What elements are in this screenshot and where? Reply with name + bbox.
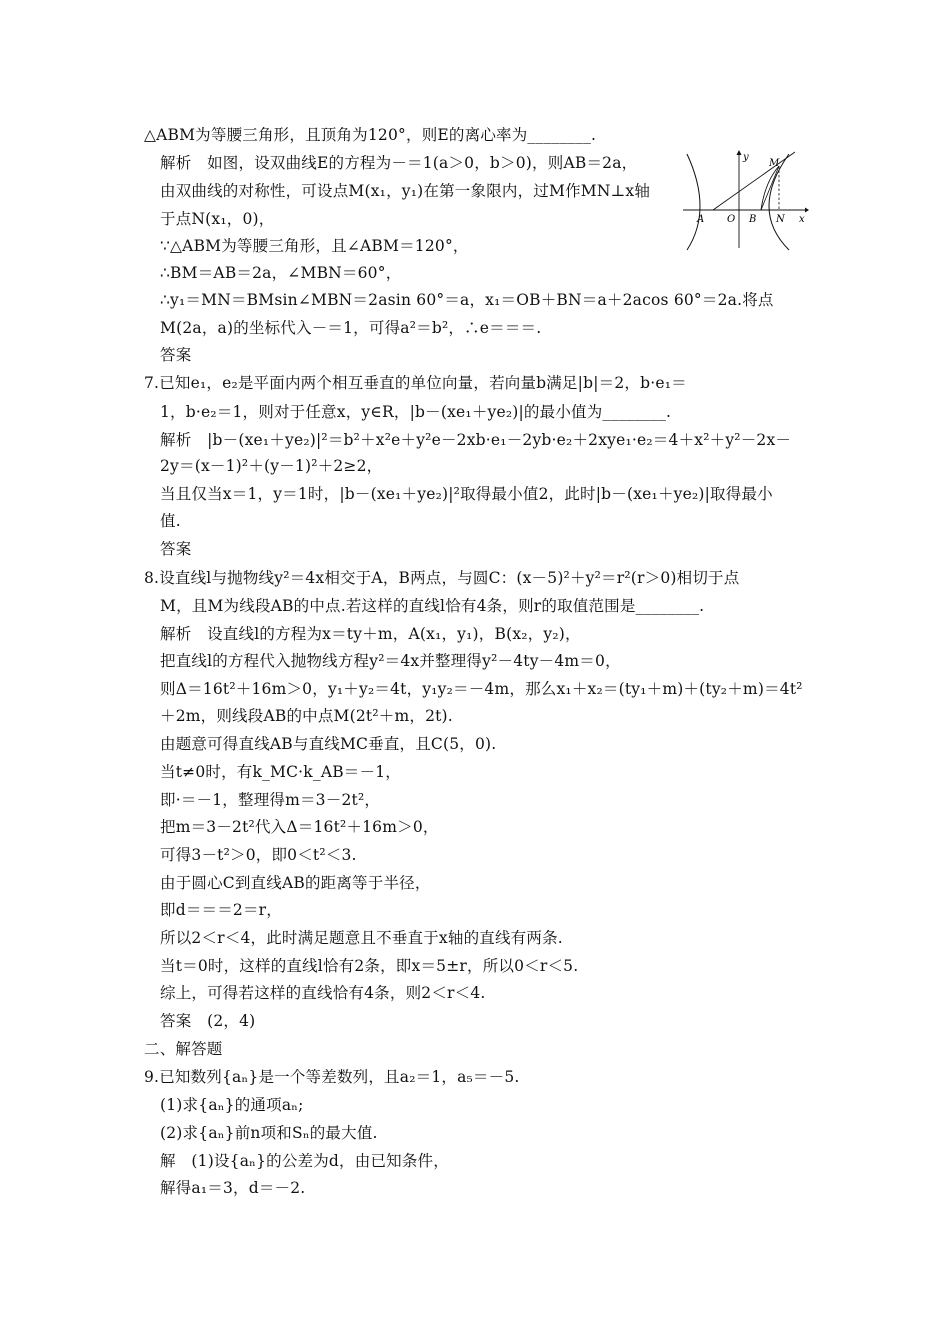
text-line: 解 (1)设{aₙ}的公差为d，由已知条件， <box>160 1152 449 1170</box>
section-heading: 二、解答题 <box>144 1040 223 1058</box>
text-line: 把直线l的方程代入抛物线方程y²＝4x并整理得y²－4ty－4m＝0， <box>160 652 621 670</box>
text-line: (1)求{aₙ}的通项aₙ; <box>160 1096 304 1114</box>
text-line: 答案 (2，4) <box>160 1012 256 1030</box>
text-line: ∴BM＝AB＝2a，∠MBN＝60°， <box>160 264 402 282</box>
text-line: ＋2m，则线段AB的中点M(2t²＋m，2t). <box>160 707 453 725</box>
point-label-b: B <box>749 214 757 225</box>
text-line: 由于圆心C到直线AB的距离等于半径， <box>160 874 431 892</box>
text-line: 值. <box>160 512 181 530</box>
text-line: 当且仅当x＝1，y＝1时，|b－(xe₁＋ye₂)|²取得最小值2，此时|b－(xe₁＋ye₂)|取得最小 <box>160 485 773 503</box>
text-line: 2y＝(x－1)²＋(y－1)²＋2≥2， <box>160 457 383 475</box>
text-line: 综上，可得若这样的直线恰有4条，则2＜r＜4. <box>160 984 486 1002</box>
text-line: 当t＝0时，这样的直线l恰有2条，即x＝5±r，所以0＜r＜5. <box>160 957 579 975</box>
point-label-o: O <box>727 214 736 225</box>
text-line: 解析 设直线l的方程为x＝ty＋m，A(x₁，y₁)，B(x₂，y₂)， <box>160 625 581 643</box>
text-line: ∵△ABM为等腰三角形，且∠ABM＝120°， <box>160 237 469 255</box>
text-line: △ABM为等腰三角形，且顶角为120°，则E的离心率为________. <box>144 126 597 144</box>
text-line: 解析 如图，设双曲线E的方程为－＝1(a＞0，b＞0)，则AB＝2a， <box>160 154 638 172</box>
text-line: 于点N(x₁，0)， <box>160 210 275 228</box>
text-line: 7.已知e₁，e₂是平面内两个相互垂直的单位向量，若向量b满足|b|＝2，b·e₁＝ <box>144 374 687 392</box>
text-line: 可得3－t²＞0，即0＜t²＜3. <box>160 846 357 864</box>
text-line: 答案 <box>160 346 192 364</box>
text-line: 即·＝－1，整理得m＝3－2t²， <box>160 791 381 809</box>
text-line: 由双曲线的对称性，可设点M(x₁，y₁)在第一象限内，过M作MN⊥x轴 <box>160 182 651 200</box>
text-line: 由题意可得直线AB与直线MC垂直，且C(5，0). <box>160 735 497 753</box>
hyperbola-figure <box>683 148 809 252</box>
text-line: (2)求{aₙ}前n项和Sₙ的最大值. <box>160 1124 378 1142</box>
text-line: 解析 |b－(xe₁＋ye₂)|²＝b²＋x²e＋y²e－2xb·e₁－2yb·e₂＋2xye₁·e₂＝4＋x²＋y²－2x－ <box>160 431 792 449</box>
text-line: 则Δ＝16t²＋16m＞0，y₁＋y₂＝4t，y₁y₂＝－4m，那么x₁＋x₂＝(ty₁＋m)＋(ty₂＋m)＝4t² <box>160 680 803 698</box>
text-line: M，且M为线段AB的中点.若这样的直线l恰有4条，则r的取值范围是________. <box>160 597 705 615</box>
text-line: 解得a₁＝3，d＝－2. <box>160 1179 306 1197</box>
text-line: 把m＝3－2t²代入Δ＝16t²＋16m＞0， <box>160 818 439 836</box>
text-line: 8.设直线l与抛物线y²＝4x相交于A，B两点，与圆C：(x－5)²＋y²＝r²(r＞0)相切于点 <box>144 569 740 587</box>
text-line: 当t≠0时，有k_MC·k_AB＝－1， <box>160 763 401 781</box>
text-line: ∴y₁＝MN＝BMsin∠MBN＝2asin 60°＝a，x₁＝OB＋BN＝a＋2acos 60°＝2a.将点 <box>160 291 774 309</box>
text-line: 答案 <box>160 540 192 558</box>
axis-label-x: x <box>799 214 805 225</box>
point-label-n: N <box>776 214 785 225</box>
text-line: 9.已知数列{aₙ}是一个等差数列，且a₂＝1，a₅＝－5. <box>144 1068 520 1086</box>
text-line: M(2a，a)的坐标代入－＝1，可得a²＝b²，∴e＝＝＝. <box>160 319 542 337</box>
text-line: 所以2＜r＜4，此时满足题意且不垂直于x轴的直线有两条. <box>160 929 563 947</box>
text-line: 1，b·e₂＝1，则对于任意x，y∈R，|b－(xe₁＋ye₂)|的最小值为________. <box>160 403 672 421</box>
point-label-m: M <box>769 158 780 169</box>
point-label-a: A <box>697 214 705 225</box>
text-line: 即d＝＝＝2＝r， <box>160 901 282 919</box>
axis-label-y: y <box>743 152 749 163</box>
